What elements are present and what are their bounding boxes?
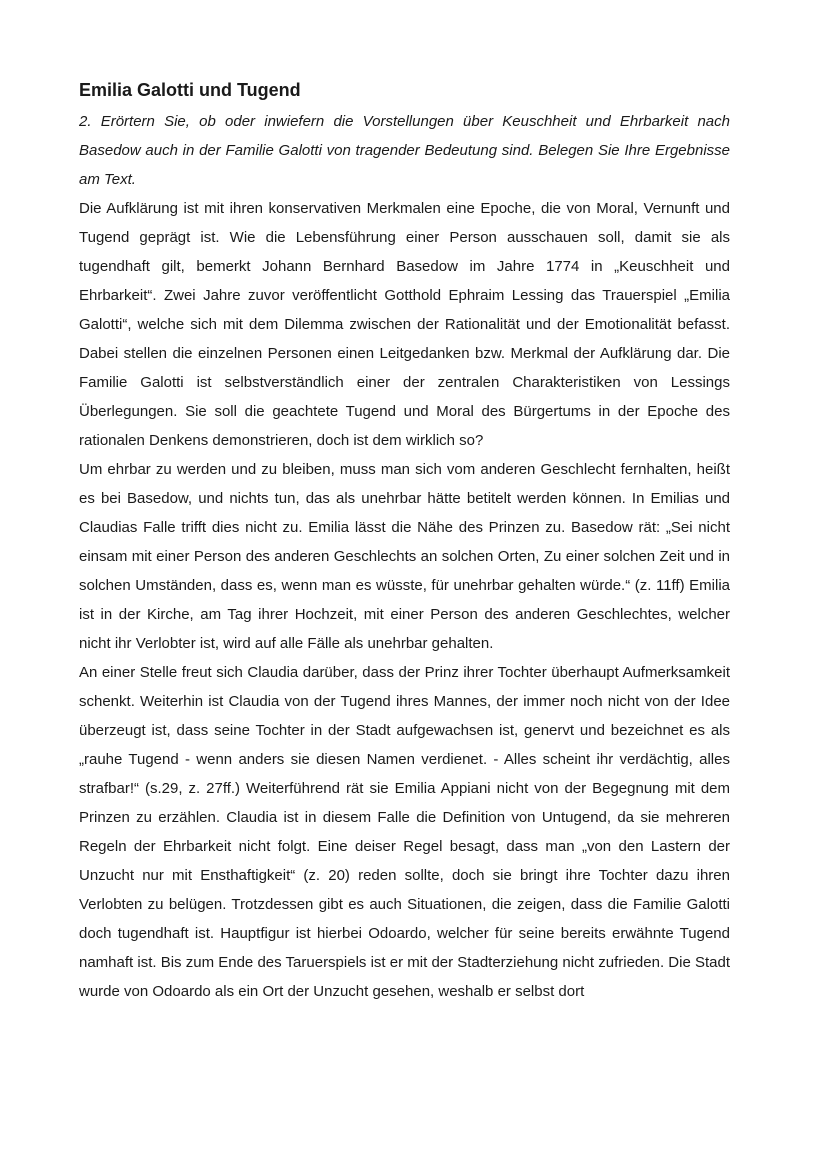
- paragraph-claudia-odoardo: An einer Stelle freut sich Claudia darüber, dass der Prinz ihrer Tochter überhaupt Aufmerksamkeit schenkt. Weiterhin ist Claudia von der Tugend ihres Mannes, der immer noch nicht von der Idee überzeugt ist, dass seine Tochter in der Stadt aufgewachsen ist, genervt und bezeichnet es als „rauhe Tugend - wenn anders sie diesen Namen verdienet. - Alles scheint ihr verdächtig, alles strafbar!“ (s.29, z. 27ff.) Weiterführend rät sie Emilia Appiani nicht von der Begegnung mit dem Prinzen zu erzählen. Claudia ist in diesem Falle die Definition von Untugend, da sie mehreren Regeln der Ehrbarkeit nicht folgt. Eine deiser Regel besagt, dass man „von den Lastern der Unzucht nur mit Ensthaftigkeit“ (z. 20) reden sollte, doch sie bringt ihre Tochter dazu ihren Verlobten zu belügen. Trotzdessen gibt es auch Situationen, die zeigen, dass die Familie Galotti doch tugendhaft ist. Hauptfigur ist hierbei Odoardo, welcher für seine bereits erwähnte Tugend namhaft ist. Bis zum Ende des Taruerspiels ist er mit der Stadterziehung nicht zufrieden. Die Stadt wurde von Odoardo als ein Ort der Unzucht gesehen, weshalb er selbst dort: [79, 664, 730, 1000]
- document-page: [79, 77, 730, 1006]
- paragraph-introduction: Die Aufklärung ist mit ihren konservativen Merkmalen eine Epoche, die von Moral, Vernunft und Tugend geprägt ist. Wie die Lebensführung einer Person ausschauen soll, damit sie als tugendhaft gilt, bemerkt Johann Bernhard Basedow im Jahre 1774 in „Keuschheit und Ehrbarkeit“. Zwei Jahre zuvor veröffentlicht Gotthold Ephraim Lessing das Trauerspiel „Emilia Galotti“, welche sich mit dem Dilemma zwischen der Rationalität und der Emotionalität befasst. Dabei stellen die einzelnen Personen einen Leitgedanken bzw. Merkmal der Aufklärung dar. Die Familie Galotti ist selbstverständlich einer der zentralen Charakteristiken von Lessings Überlegungen. Sie soll die geachtete Tugend und Moral des Bürgertums in der Epoche des rationalen Denkens demonstrieren, doch ist dem wirklich so?: [79, 200, 730, 449]
- document-title: Emilia Galotti und Tugend: [79, 80, 301, 100]
- task-prompt: 2. Erörtern Sie, ob oder inwiefern die Vorstellungen über Keuschheit und Ehrbarkeit nach Basedow auch in der Familie Galotti von tragender Bedeutung sind. Belegen Sie Ihre Ergebnisse am Text.: [79, 113, 730, 188]
- paragraph-basedow-rules: Um ehrbar zu werden und zu bleiben, muss man sich vom anderen Geschlecht fernhalten, heißt es bei Basedow, und nichts tun, das als unehrbar hätte betitelt werden können. In Emilias und Claudias Falle trifft dies nicht zu. Emilia lässt die Nähe des Prinzen zu. Basedow rät: „Sei nicht einsam mit einer Person des anderen Geschlechts an solchen Orten, Zu einer solchen Zeit und in solchen Umständen, dass es, wenn man es wüsste, für unehrbar gehalten würde.“ (z. 11ff) Emilia ist in der Kirche, am Tag ihrer Hochzeit, mit einer Person des anderen Geschlechtes, welcher nicht ihr Verlobter ist, wird auf alle Fälle als unehrbar gehalten.: [79, 461, 730, 652]
